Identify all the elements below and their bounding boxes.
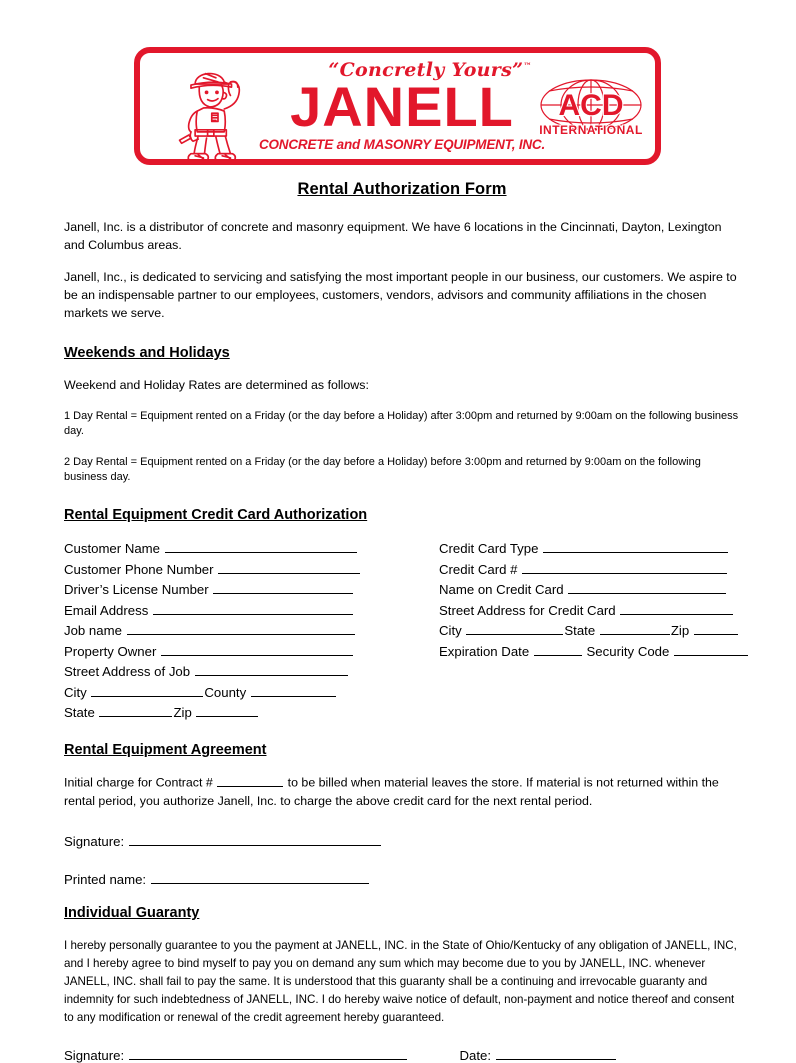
- field-job-name: [64, 621, 394, 642]
- guaranty-signature-date-row: [64, 1047, 740, 1063]
- street-address-for-credit-card-input[interactable]: [620, 602, 733, 615]
- credit-card-fields: [64, 539, 740, 724]
- billing-zip-input[interactable]: [694, 622, 738, 635]
- field-email-address: [64, 601, 394, 622]
- credit-card-type-input[interactable]: [543, 540, 728, 553]
- field-label: Street Address of Job: [64, 664, 191, 680]
- field-label-security-code: Security Code: [586, 643, 670, 659]
- job-state-input[interactable]: [99, 704, 172, 717]
- field-label: Property Owner: [64, 643, 157, 659]
- customer-fields-column: [64, 539, 394, 724]
- field-street-address-of-job: [64, 662, 394, 683]
- field-label: Email Address: [64, 602, 149, 618]
- job-name-input[interactable]: [127, 622, 355, 635]
- printed-name-label: Printed name:: [64, 872, 147, 888]
- field-credit-card-type: [439, 539, 744, 560]
- job-county-input[interactable]: [251, 684, 336, 697]
- field-label-expiration: Expiration Date: [439, 643, 530, 659]
- field-label-zip: Zip: [173, 705, 192, 721]
- signature-label: Signature:: [64, 833, 125, 849]
- section-heading-agreement: Rental Equipment Agreement: [64, 742, 267, 759]
- field-customer-name: [64, 539, 394, 560]
- field-label: Name on Credit Card: [439, 582, 564, 598]
- weekends-rate-2-day: 2 Day Rental = Equipment rented on a Friday (or the day before a Holiday) before 3:00pm and returned by 9:00am on the following business day.: [64, 455, 701, 484]
- intro-paragraph-1: Janell, Inc. is a distributor of concrete and masonry equipment. We have 6 locations in the Cincinnati, Dayton, Lexington and Columbus areas.: [64, 220, 722, 252]
- field-label: Job name: [64, 623, 122, 639]
- svg-text:INTERNATIONAL: INTERNATIONAL: [539, 123, 643, 137]
- field-job-state-zip: [64, 703, 394, 724]
- field-label: Customer Name: [64, 541, 161, 557]
- agreement-signature-input[interactable]: [129, 833, 381, 846]
- logo-tagline-text: “Concretly Yours”: [328, 59, 524, 81]
- expiration-date-input[interactable]: [534, 643, 582, 656]
- field-label-city: City: [64, 684, 87, 700]
- field-name-on-credit-card: [439, 580, 744, 601]
- date-label: Date:: [459, 1048, 491, 1063]
- street-address-of-job-input[interactable]: [195, 663, 348, 676]
- acd-international-logo-icon: [537, 75, 645, 141]
- credit-card-fields-column: [439, 539, 744, 662]
- svg-text:ACD: ACD: [558, 89, 624, 122]
- field-label-state: State: [64, 705, 95, 721]
- job-zip-input[interactable]: [196, 704, 258, 717]
- field-customer-phone-number: [64, 560, 394, 581]
- field-label: Credit Card #: [439, 561, 518, 577]
- field-billing-city-state-zip: [439, 621, 744, 642]
- logo-subtitle: CONCRETE and MASONRY EQUIPMENT, INC.: [258, 137, 546, 152]
- section-heading-credit-card: Rental Equipment Credit Card Authorization: [64, 507, 368, 524]
- signature-label: Signature:: [64, 1048, 125, 1063]
- property-owner-input[interactable]: [161, 643, 353, 656]
- field-credit-card-number: [439, 560, 744, 581]
- drivers-license-number-input[interactable]: [213, 581, 353, 594]
- customer-name-input[interactable]: [165, 540, 357, 553]
- section-heading-guaranty: Individual Guaranty: [64, 905, 200, 922]
- agreement-text-after-blank: to be billed when material leaves the store. If material is not returned within the rental period, you authorize Janell, Inc. to charge the above credit card for the next rental period.: [64, 775, 719, 808]
- field-label-state: State: [564, 623, 596, 639]
- name-on-credit-card-input[interactable]: [568, 581, 726, 594]
- agreement-text-before-blank: Initial charge for Contract #: [64, 775, 217, 790]
- customer-phone-number-input[interactable]: [218, 561, 360, 574]
- agreement-printed-name-row: [64, 871, 740, 887]
- trademark-symbol: ™: [523, 60, 532, 71]
- page-title: Rental Authorization Form: [297, 180, 507, 198]
- field-label: Credit Card Type: [439, 541, 539, 557]
- guaranty-body-text: I hereby personally guarantee to you the payment at JANELL, INC. in the State of Ohio/Kentucky of any obligation of JANELL, INC, and I hereby agree to bind myself to pay you on demand any sum which may become due to you by JANELL, INC. whenever JANELL, INC. shall fail to pay the same. It is understood that this guaranty shall be a continuing and irrevocable guaranty and indemnity for such indebtedness of JANELL, INC. I do hereby waive notice of default, non-payment and notice thereof and consent to any modification or renewal of the credit agreement hereby guaranteed.: [64, 939, 737, 1024]
- field-expiration-security: [439, 642, 744, 663]
- field-label-city: City: [439, 623, 462, 639]
- field-drivers-license-number: [64, 580, 394, 601]
- logo-wordmark: JANELL: [290, 75, 514, 138]
- billing-city-input[interactable]: [466, 622, 563, 635]
- job-city-input[interactable]: [91, 684, 203, 697]
- field-property-owner: [64, 642, 394, 663]
- security-code-input[interactable]: [674, 643, 748, 656]
- guaranty-date-input[interactable]: [496, 1047, 616, 1060]
- document-body: [64, 180, 740, 1063]
- weekends-rate-1-day: 1 Day Rental = Equipment rented on a Friday (or the day before a Holiday) after 3:00pm and returned by 9:00am on the following business day.: [64, 409, 739, 438]
- weekends-lead-text: Weekend and Holiday Rates are determined as follows:: [64, 377, 369, 392]
- field-label: Street Address for Credit Card: [439, 602, 616, 618]
- guaranty-signature-input[interactable]: [129, 1047, 407, 1060]
- field-label-county: County: [204, 684, 247, 700]
- intro-paragraph-2: Janell, Inc., is dedicated to servicing and satisfying the most important people in our business, our customers. We aspire to be an indispensable partner to our employees, customers, vendors, advisors and community affiliations in the chosen markets we serve.: [64, 269, 737, 320]
- agreement-body-text: [64, 774, 740, 810]
- field-street-address-for-credit-card: [439, 601, 744, 622]
- field-label: Customer Phone Number: [64, 561, 214, 577]
- contract-number-input[interactable]: [217, 774, 283, 786]
- agreement-signature-row: [64, 833, 740, 849]
- email-address-input[interactable]: [153, 602, 353, 615]
- credit-card-number-input[interactable]: [522, 561, 727, 574]
- section-heading-weekends: Weekends and Holidays: [64, 344, 230, 361]
- agreement-printed-name-input[interactable]: [151, 871, 369, 884]
- company-logo-banner: [134, 47, 661, 165]
- field-label-zip: Zip: [670, 623, 690, 639]
- field-label: Driver’s License Number: [64, 582, 209, 598]
- billing-state-input[interactable]: [600, 622, 670, 635]
- field-job-city-county: [64, 683, 394, 704]
